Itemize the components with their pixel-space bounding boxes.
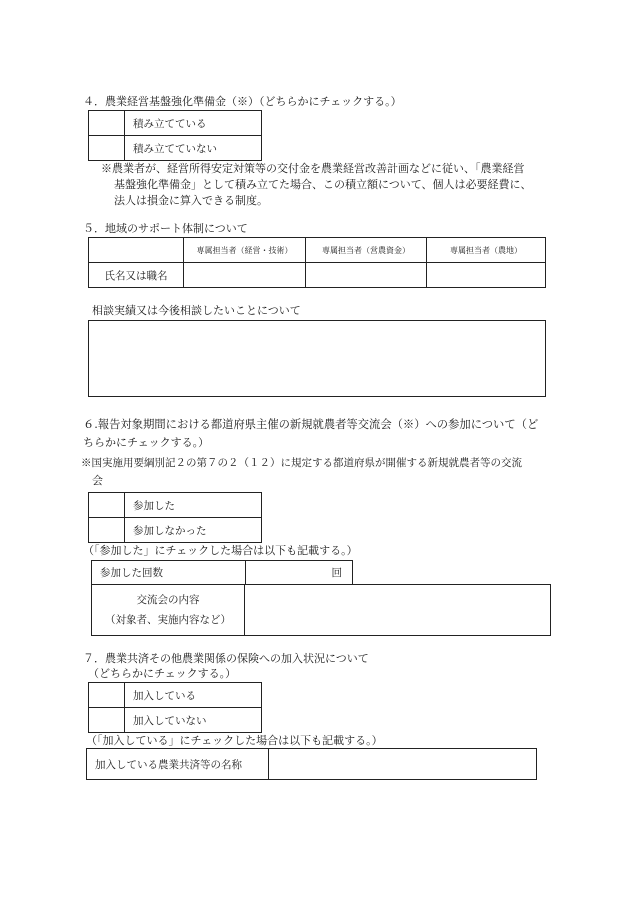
section6-followup: （「参加した」にチェックした場合は以下も記載する。）	[83, 544, 358, 557]
column-header: 専属担当者（農地）	[450, 246, 522, 255]
content-table	[91, 584, 551, 636]
support-table	[88, 237, 546, 288]
section4-note: 基盤強化準備金」として積み立てた場合、この積立額について、個人は必要経費に、	[114, 178, 532, 191]
checkbox-participated[interactable]	[89, 493, 125, 518]
section4-note: 法人は損金に算入できる制度。	[114, 194, 268, 207]
checkbox-tsumitate[interactable]	[89, 111, 125, 136]
option-label: 加入していない	[125, 708, 262, 733]
section4-options-table	[88, 110, 262, 161]
checkbox-insured[interactable]	[89, 683, 125, 708]
count-unit: 回	[331, 567, 342, 579]
input-cell-einou[interactable]	[306, 263, 427, 288]
checkbox-not-tsumitate[interactable]	[89, 136, 125, 161]
section7-options-table	[88, 682, 262, 733]
section7-subheading: （どちらかにチェックする。）	[88, 667, 237, 680]
option-label: 参加しなかった	[125, 518, 262, 543]
column-header: 専属担当者（営農資金）	[322, 246, 410, 255]
column-header: 専属担当者（経営・技術）	[196, 246, 293, 255]
insurance-name-label: 加入している農業共済等の名称	[87, 749, 269, 780]
row-label: 氏名又は職名	[89, 263, 184, 288]
checkbox-not-participated[interactable]	[89, 518, 125, 543]
consult-label: 相談実績又は今後相談したいことについて	[92, 304, 301, 317]
option-label: 積み立てている	[125, 111, 262, 136]
input-cell-nouchi[interactable]	[427, 263, 546, 288]
section5-heading: ５．地域のサポート体制について	[83, 222, 248, 235]
count-input[interactable]	[246, 561, 353, 585]
content-input[interactable]	[245, 585, 551, 636]
section6-note: 会	[92, 474, 103, 487]
consult-textarea[interactable]	[88, 320, 546, 397]
count-label: 参加した回数	[92, 561, 246, 585]
section6-heading: ６.報告対象期間における都道府県主催の新規就農者等交流会（※）への参加について（ど	[83, 418, 539, 431]
section6-note: ※国実施用要綱別記２の第７の２（１２）に規定する都道府県が開催する新規就農者等の交流	[81, 457, 522, 469]
count-table	[91, 560, 353, 585]
content-label: （対象者、実施内容など）	[105, 614, 231, 626]
insurance-name-input[interactable]	[269, 749, 537, 780]
option-label: 積み立てていない	[125, 136, 262, 161]
input-cell-keiei[interactable]	[184, 263, 306, 288]
section6-options-table	[88, 492, 262, 543]
section7-followup: （「加入している」にチェックした場合は以下も記載する。）	[86, 734, 383, 747]
section6-heading: ちらかにチェックする。）	[83, 436, 210, 449]
content-label: 交流会の内容	[136, 594, 200, 606]
insurance-name-table	[86, 748, 537, 780]
option-label: 参加した	[125, 493, 262, 518]
option-label: 加入している	[125, 683, 262, 708]
section4-note: ※農業者が、経営所得安定対策等の交付金を農業経営改善計画などに従い、「農業経営	[101, 162, 525, 175]
section4-heading: ４．農業経営基盤強化準備金（※）（どちらかにチェックする。）	[83, 95, 402, 108]
checkbox-not-insured[interactable]	[89, 708, 125, 733]
table-corner	[89, 238, 184, 263]
section7-heading: ７．農業共済その他農業関係の保険への加入状況について	[83, 652, 369, 665]
